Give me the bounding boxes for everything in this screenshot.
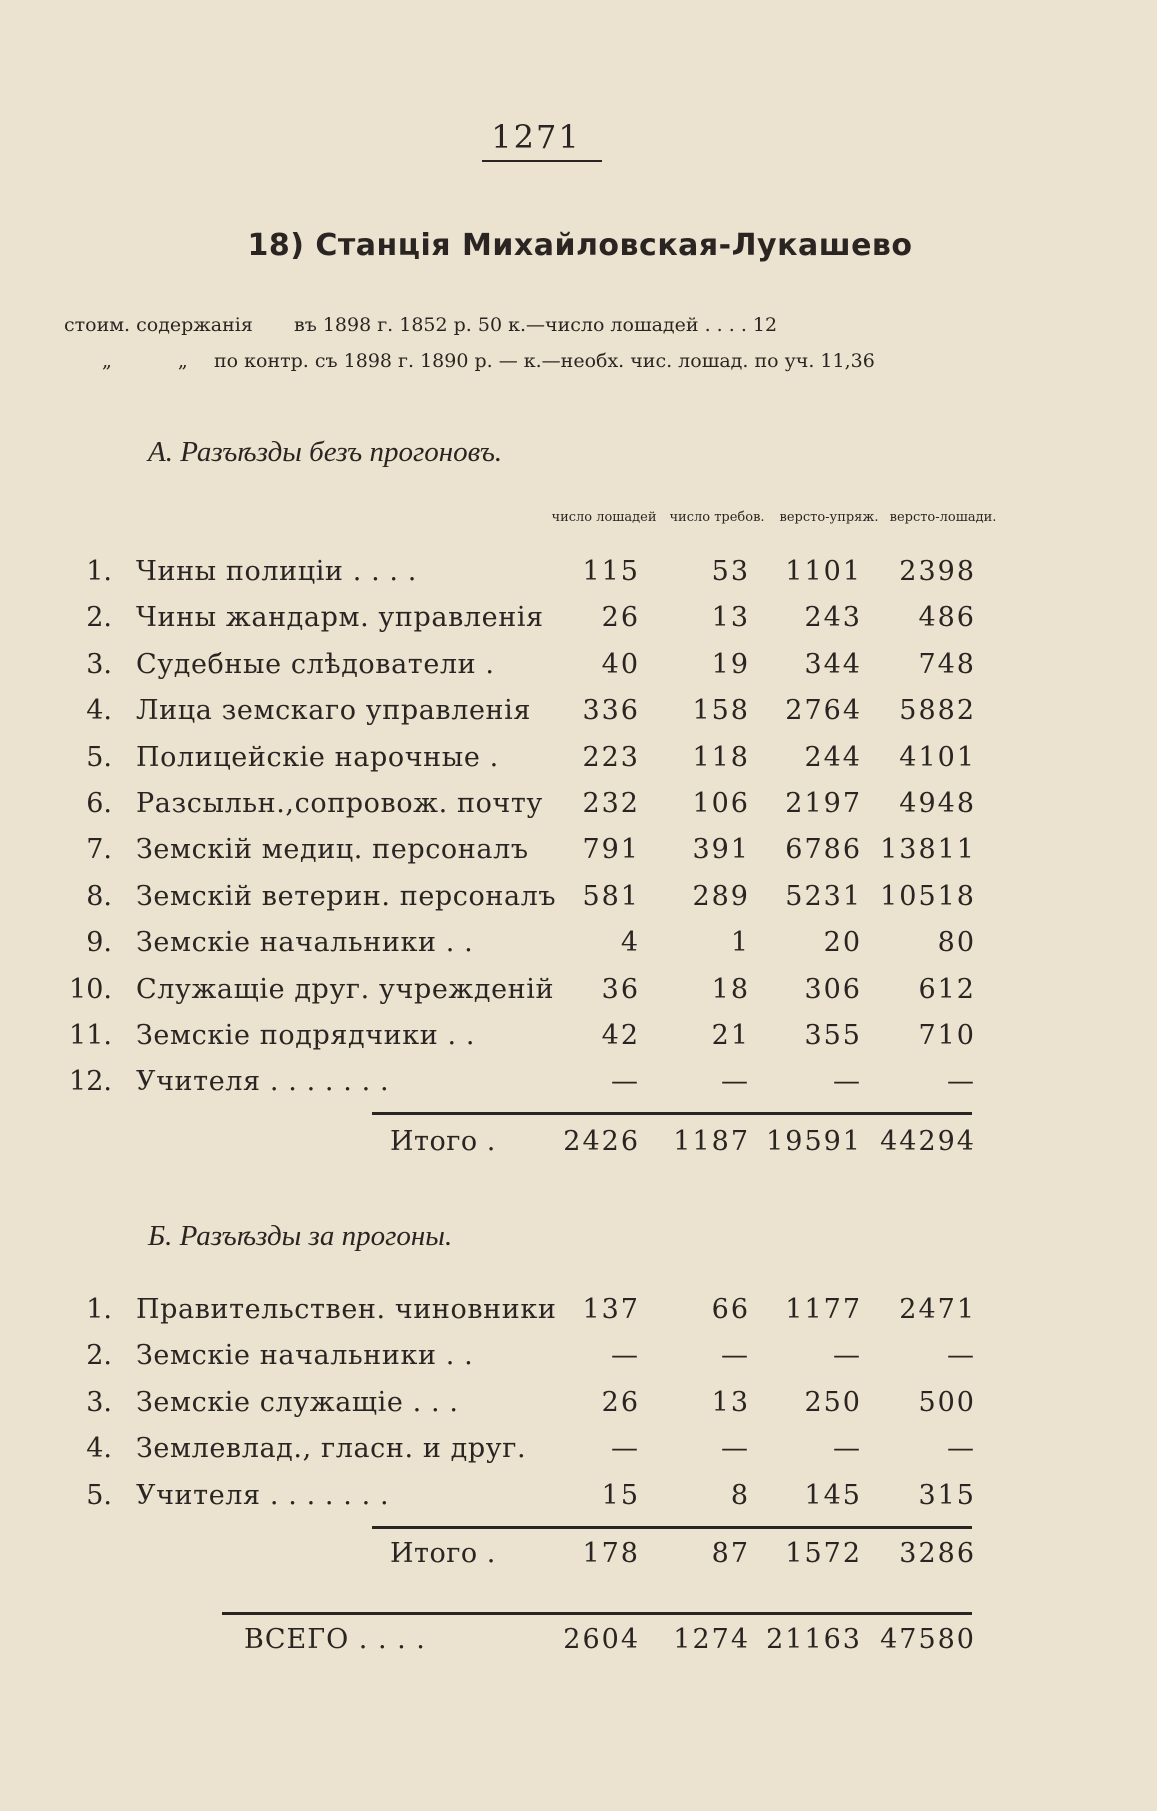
- row-value: —: [833, 1066, 862, 1098]
- row-value: 244: [804, 741, 862, 773]
- table-row: [0, 556, 1157, 598]
- row-value: 289: [692, 880, 750, 912]
- row-label: Учителя . . . . . . .: [136, 1066, 390, 1098]
- row-value: 53: [711, 556, 750, 587]
- row-value: 36: [601, 973, 640, 1005]
- row-value: —: [721, 1433, 750, 1465]
- row-value: 13: [711, 602, 750, 634]
- row-number: 10.: [69, 973, 112, 1005]
- row-value: 10518: [880, 880, 976, 912]
- grand-total-value: 2604: [563, 1624, 640, 1655]
- row-number: 11.: [69, 1020, 112, 1051]
- table-row: [0, 1480, 1157, 1522]
- row-value: 581: [582, 880, 640, 912]
- total-value: 44294: [880, 1126, 976, 1157]
- section-b-total-row: [0, 1538, 1157, 1580]
- row-label: Правительствен. чиновники: [136, 1294, 557, 1325]
- row-value: —: [833, 1340, 862, 1372]
- row-value: 2398: [899, 556, 976, 587]
- total-value: 3286: [899, 1538, 976, 1569]
- table-row: [0, 881, 1157, 923]
- column-header-horses: число лошадей: [551, 510, 657, 525]
- row-value: 315: [918, 1479, 976, 1511]
- row-value: 66: [711, 1294, 750, 1325]
- row-value: 344: [804, 648, 862, 680]
- table-row: [0, 834, 1157, 876]
- grand-total-value: 47580: [880, 1624, 976, 1655]
- column-header-verst-teams: версто-упряж.: [779, 510, 879, 525]
- row-value: 8: [730, 1479, 750, 1511]
- table-row: [0, 649, 1157, 691]
- total-value: 19591: [766, 1126, 862, 1157]
- row-value: 19: [711, 648, 750, 680]
- total-value: 2426: [563, 1126, 640, 1157]
- row-number: 9.: [86, 927, 112, 959]
- cost-line-1-label: стоим. содержанія: [64, 314, 253, 336]
- section-b-total-rule: [372, 1526, 972, 1529]
- cost-line-2-text: по контр. съ 1898 г. 1890 р. — к.—необх. чис. лошад. по уч. 11,36: [214, 350, 875, 372]
- grand-total-label: ВСЕГО . . . .: [244, 1624, 426, 1655]
- row-value: 355: [804, 1020, 862, 1051]
- row-value: 18: [711, 973, 750, 1005]
- row-label: Земскіе начальники . .: [136, 927, 474, 959]
- row-value: —: [721, 1340, 750, 1372]
- row-value: 21: [711, 1020, 750, 1051]
- row-label: Земскіе служащіе . . .: [136, 1386, 459, 1418]
- total-label: Итого .: [390, 1538, 496, 1569]
- row-number: 4.: [86, 695, 112, 727]
- section-a-heading: А. Разъѣзды безъ прогоновъ.: [148, 436, 503, 468]
- row-value: 42: [601, 1020, 640, 1051]
- row-value: 232: [582, 788, 640, 819]
- row-number: 2.: [86, 602, 112, 634]
- table-row: [0, 742, 1157, 784]
- row-value: 5231: [785, 880, 862, 912]
- table-row: [0, 1433, 1157, 1475]
- row-number: 4.: [86, 1433, 112, 1465]
- row-number: 1.: [86, 556, 112, 587]
- table-row: [0, 1340, 1157, 1382]
- row-value: —: [947, 1066, 976, 1098]
- table-row: [0, 1387, 1157, 1429]
- row-value: 306: [804, 973, 862, 1005]
- row-value: 137: [582, 1294, 640, 1325]
- row-value: —: [947, 1433, 976, 1465]
- section-b-heading: Б. Разъѣзды за прогоны.: [148, 1220, 453, 1252]
- row-value: 13: [711, 1386, 750, 1418]
- row-value: 26: [601, 1386, 640, 1418]
- grand-total-row: [0, 1624, 1157, 1666]
- row-value: —: [947, 1340, 976, 1372]
- row-value: 26: [601, 602, 640, 634]
- row-value: 5882: [899, 695, 976, 727]
- row-value: 40: [601, 648, 640, 680]
- row-value: 6786: [785, 834, 862, 866]
- row-number: 5.: [86, 1479, 112, 1511]
- row-label: Полицейскіе нарочные .: [136, 741, 499, 773]
- row-value: 1: [730, 927, 750, 959]
- row-label: Служащіе друг. учрежденій: [136, 973, 555, 1005]
- row-value: 13811: [880, 834, 976, 866]
- section-a-total-row: [0, 1126, 1157, 1168]
- row-value: 4101: [899, 741, 976, 773]
- row-label: Земскій ветерин. персоналъ: [136, 880, 557, 912]
- total-value: 87: [711, 1538, 750, 1569]
- table-row: [0, 1020, 1157, 1062]
- row-label: Лица земскаго управленія: [136, 695, 532, 727]
- row-value: 115: [582, 556, 640, 587]
- row-label: Учителя . . . . . . .: [136, 1479, 390, 1511]
- row-value: 4948: [899, 788, 976, 819]
- row-number: 2.: [86, 1340, 112, 1372]
- row-number: 6.: [86, 788, 112, 819]
- row-value: 2471: [899, 1294, 976, 1325]
- row-value: 15: [601, 1479, 640, 1511]
- table-row: [0, 695, 1157, 737]
- row-value: 710: [918, 1020, 976, 1051]
- total-value: 178: [582, 1538, 640, 1569]
- row-value: 145: [804, 1479, 862, 1511]
- row-label: Земскіе начальники . .: [136, 1340, 474, 1372]
- row-value: 748: [918, 648, 976, 680]
- page-number-rule: [482, 160, 602, 162]
- row-number: 7.: [86, 834, 112, 866]
- row-label: Землевлад., гласн. и друг.: [136, 1433, 527, 1465]
- grand-total-rule: [222, 1612, 972, 1615]
- row-value: 791: [582, 834, 640, 866]
- row-value: 2197: [785, 788, 862, 819]
- page-number: 1271: [491, 118, 581, 156]
- row-number: 1.: [86, 1294, 112, 1325]
- cost-line-1-text: въ 1898 г. 1852 р. 50 к.—число лошадей . . . . 12: [294, 314, 778, 336]
- total-value: 1187: [673, 1126, 750, 1157]
- row-value: 80: [937, 927, 976, 959]
- cost-line-2-label: „ „: [102, 350, 188, 372]
- table-row: [0, 788, 1157, 830]
- row-value: 118: [692, 741, 750, 773]
- row-number: 5.: [86, 741, 112, 773]
- section-a-total-rule: [372, 1112, 972, 1115]
- row-value: —: [833, 1433, 862, 1465]
- row-number: 3.: [86, 648, 112, 680]
- row-value: 612: [918, 973, 976, 1005]
- total-label: Итого .: [390, 1126, 496, 1157]
- row-number: 12.: [69, 1066, 112, 1098]
- row-number: 8.: [86, 880, 112, 912]
- row-label: Земскіе подрядчики . .: [136, 1020, 476, 1051]
- table-row: [0, 974, 1157, 1016]
- row-label: Чины жандарм. управленія: [136, 602, 544, 634]
- row-value: 223: [582, 741, 640, 773]
- column-header-requests: число требов.: [669, 510, 765, 525]
- row-value: 391: [692, 834, 750, 866]
- row-value: 336: [582, 695, 640, 727]
- row-value: 2764: [785, 695, 862, 727]
- station-title: 18) Станція Михайловская-Лукашево: [247, 228, 913, 263]
- row-value: —: [721, 1066, 750, 1098]
- table-row: [0, 1294, 1157, 1336]
- row-label: Разсыльн.,сопровож. почту: [136, 788, 543, 819]
- row-label: Судебные слѣдователи .: [136, 648, 495, 680]
- column-header-verst-horses: версто-лошади.: [889, 510, 997, 525]
- row-number: 3.: [86, 1386, 112, 1418]
- row-value: 243: [804, 602, 862, 634]
- total-value: 1572: [785, 1538, 862, 1569]
- row-value: 486: [918, 602, 976, 634]
- row-label: Земскій медиц. персоналъ: [136, 834, 529, 866]
- row-value: 158: [692, 695, 750, 727]
- row-value: 250: [804, 1386, 862, 1418]
- row-value: 1177: [785, 1294, 862, 1325]
- row-value: —: [611, 1340, 640, 1372]
- row-value: 106: [692, 788, 750, 819]
- grand-total-value: 1274: [673, 1624, 750, 1655]
- row-value: 1101: [785, 556, 862, 587]
- grand-total-value: 21163: [766, 1624, 862, 1655]
- table-row: [0, 927, 1157, 969]
- row-value: 4: [620, 927, 640, 959]
- row-label: Чины полиціи . . . .: [136, 556, 417, 587]
- table-row: [0, 602, 1157, 644]
- table-row: [0, 1066, 1157, 1108]
- row-value: —: [611, 1066, 640, 1098]
- row-value: 500: [918, 1386, 976, 1418]
- row-value: 20: [823, 927, 862, 959]
- row-value: —: [611, 1433, 640, 1465]
